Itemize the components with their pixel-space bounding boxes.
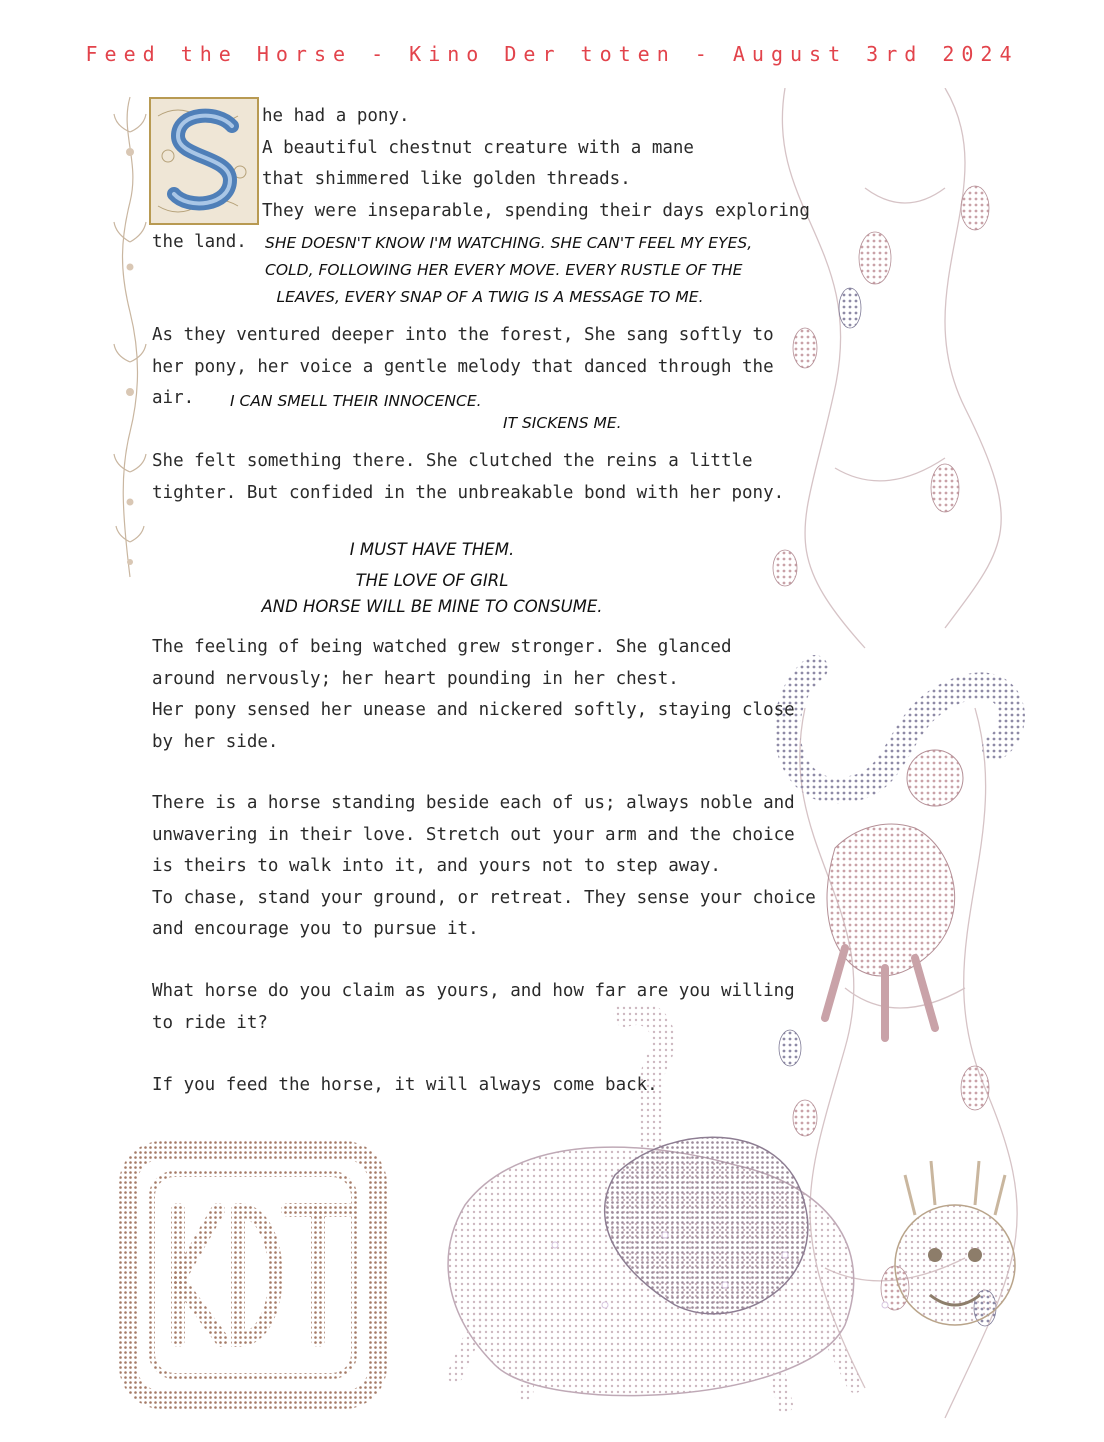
page-title: Feed the Horse - Kino Der toten - August 3rd 2024 bbox=[85, 42, 1019, 66]
vine-ornament-icon bbox=[110, 92, 150, 582]
story-line: To chase, stand your ground, or retreat. They sense your choice bbox=[152, 887, 816, 908]
voice-line: SHE DOESN'T KNOW I'M WATCHING. SHE CAN'T FEEL MY EYES, bbox=[265, 234, 753, 252]
watcher-voice-2b: IT SICKENS ME. bbox=[503, 414, 622, 432]
story-paragraph-3 bbox=[152, 446, 784, 509]
story-line: that shimmered like golden threads. bbox=[262, 169, 631, 189]
story-line: She felt something there. She clutched the reins a little bbox=[152, 451, 753, 471]
story-line: the land. bbox=[152, 232, 247, 252]
story-line: What horse do you claim as yours, and how far are you willing bbox=[152, 981, 795, 1001]
voice-line: I MUST HAVE THEM. bbox=[349, 540, 515, 559]
story-line: The feeling of being watched grew stronger. She glanced bbox=[152, 637, 732, 657]
story-line: A beautiful chestnut creature with a mane bbox=[262, 137, 694, 158]
story-line: is theirs to walk into it, and yours not to step away. bbox=[152, 856, 721, 876]
story-line: air. bbox=[152, 388, 195, 408]
watcher-voice-3 bbox=[232, 532, 632, 620]
story-line: They were inseparable, spending their days exploring bbox=[262, 200, 810, 221]
story-line: There is a horse standing beside each of us; always noble and bbox=[152, 793, 795, 813]
story-closing-line: If you feed the horse, it will always come back. bbox=[152, 1075, 658, 1095]
story-line: by her side. bbox=[152, 731, 279, 752]
kdt-monogram-icon bbox=[118, 1140, 388, 1410]
story-paragraph-6 bbox=[152, 976, 795, 1039]
voice-line: COLD, FOLLOWING HER EVERY MOVE. EVERY RUSTLE OF THE bbox=[265, 261, 743, 279]
story-paragraph-5 bbox=[152, 788, 816, 946]
story-line: to ride it? bbox=[152, 1012, 268, 1033]
dropcap-s-icon bbox=[148, 96, 260, 226]
voice-line: AND HORSE WILL BE MINE TO CONSUME. bbox=[261, 597, 603, 616]
story-line: As they ventured deeper into the forest, She sang softly to bbox=[152, 325, 774, 345]
story-line: and encourage you to pursue it. bbox=[152, 919, 479, 939]
watcher-voice-1 bbox=[265, 230, 753, 311]
story-line: tighter. But confided in the unbreakable bond with her pony. bbox=[152, 482, 785, 503]
story-line: unwavering in their love. Stretch out your arm and the choice bbox=[152, 824, 795, 845]
horse-scene-icon bbox=[405, 1005, 1045, 1425]
watcher-voice-2a: I CAN SMELL THEIR INNOCENCE. bbox=[230, 392, 482, 410]
story-paragraph-1 bbox=[262, 101, 810, 227]
voice-line: LEAVES, EVERY SNAP OF A TWIG IS A MESSAGE TO ME. bbox=[276, 288, 704, 306]
story-line: Her pony sensed her unease and nickered softly, staying close bbox=[152, 700, 795, 720]
voice-line: THE LOVE OF GIRL bbox=[355, 571, 509, 590]
story-line: her pony, her voice a gentle melody that danced through the bbox=[152, 356, 774, 377]
story-line: around nervously; her heart pounding in her chest. bbox=[152, 668, 679, 689]
story-line: he had a pony. bbox=[262, 106, 410, 126]
story-paragraph-4 bbox=[152, 632, 795, 758]
